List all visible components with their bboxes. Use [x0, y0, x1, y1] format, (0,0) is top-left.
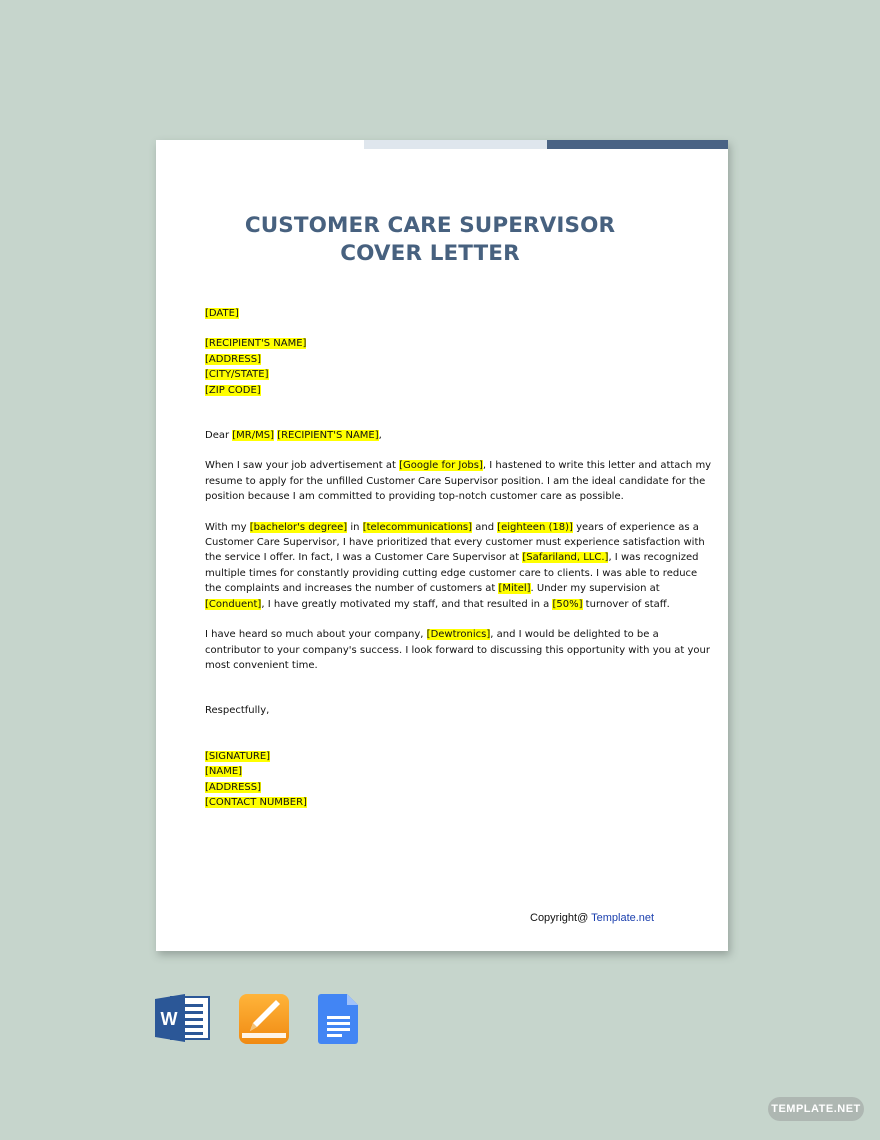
- svg-text:W: W: [160, 1009, 178, 1029]
- copyright-notice: Copyright@ Template.net: [530, 912, 655, 924]
- signature-field: [SIGNATURE]: [205, 750, 271, 762]
- turnover-field: [50%]: [552, 598, 583, 610]
- field-of-study-field: [telecommunications]: [362, 521, 473, 533]
- template-net-badge[interactable]: TEMPLATE.NET: [768, 1097, 864, 1121]
- header-accent-light: [364, 140, 547, 149]
- paragraph-1: When I saw your job advertisement at [Google for Jobs], I hastened to write this letter and attach my resume to apply for the unfilled Customer Care Supervisor position. I am the ideal candidate for the position because I am committed to providing top-notch customer care as possible.: [205, 460, 712, 503]
- salutation: Dear [MR/MS] [RECIPIENT'S NAME],: [205, 430, 382, 442]
- paragraph-3: I have heard so much about your company, [Dewtronics], and I would be delighted to be a contributor to your company's success. I look forward to discussing this opportunity with you at your most convenient time.: [205, 629, 710, 671]
- sender-address-field: [ADDRESS]: [205, 781, 262, 793]
- years-field: [eighteen (18)]: [497, 521, 573, 533]
- recipient-zip-field: [ZIP CODE]: [205, 384, 261, 396]
- recipient-address-field: [ADDRESS]: [205, 353, 262, 365]
- degree-field: [bachelor's degree]: [249, 521, 348, 533]
- target-company-field: [Dewtronics]: [426, 629, 491, 641]
- supervision-company-field: [Conduent]: [205, 598, 262, 610]
- google-docs-icon[interactable]: [318, 993, 360, 1045]
- recipient-name-field: [RECIPIENT'S NAME]: [205, 338, 307, 350]
- date-field: [DATE]: [205, 308, 239, 319]
- title-line-1: CUSTOMER CARE SUPERVISOR: [244, 213, 616, 238]
- paragraph-2: With my [bachelor's degree] in [telecommunications] and [eighteen (18)] years of experience as a Customer Care Supervisor, I have prioritized that every customer must experience satisfaction with the service I offer. In fact, I was a Customer Care Supervisor at [Safariland, LLC.], I was recognized multiple times for constantly providing cutting edge customer care to clients. I was able to reduce the complaints and increases the number of customers at [Mitel]. Under my supervision at [Conduent], I have greatly motivated my staff, and that resulted in a [50%] turnover of staff.: [205, 521, 705, 610]
- letter-body: [205, 306, 712, 810]
- salutation-title-field: [MR/MS]: [232, 430, 275, 442]
- company-field: [Mitel]: [498, 583, 531, 595]
- pages-icon[interactable]: [238, 993, 290, 1045]
- title-line-2: COVER LETTER: [340, 241, 520, 266]
- copyright-link[interactable]: Template.net: [591, 912, 655, 924]
- salutation-name-field: [RECIPIENT'S NAME]: [277, 430, 379, 442]
- sender-name-field: [NAME]: [205, 766, 243, 778]
- word-icon[interactable]: [155, 993, 211, 1043]
- sender-contact-field: [CONTACT NUMBER]: [205, 796, 307, 808]
- previous-employer-field: [Safariland, LLC.]: [522, 552, 609, 564]
- header-accent-dark: [547, 140, 728, 149]
- recipient-city-field: [CITY/STATE]: [205, 369, 269, 381]
- closing: Respectfully,: [205, 705, 270, 717]
- job-source-field: [Google for Jobs]: [399, 460, 483, 472]
- document-title: [156, 212, 704, 268]
- document-page: [156, 140, 728, 951]
